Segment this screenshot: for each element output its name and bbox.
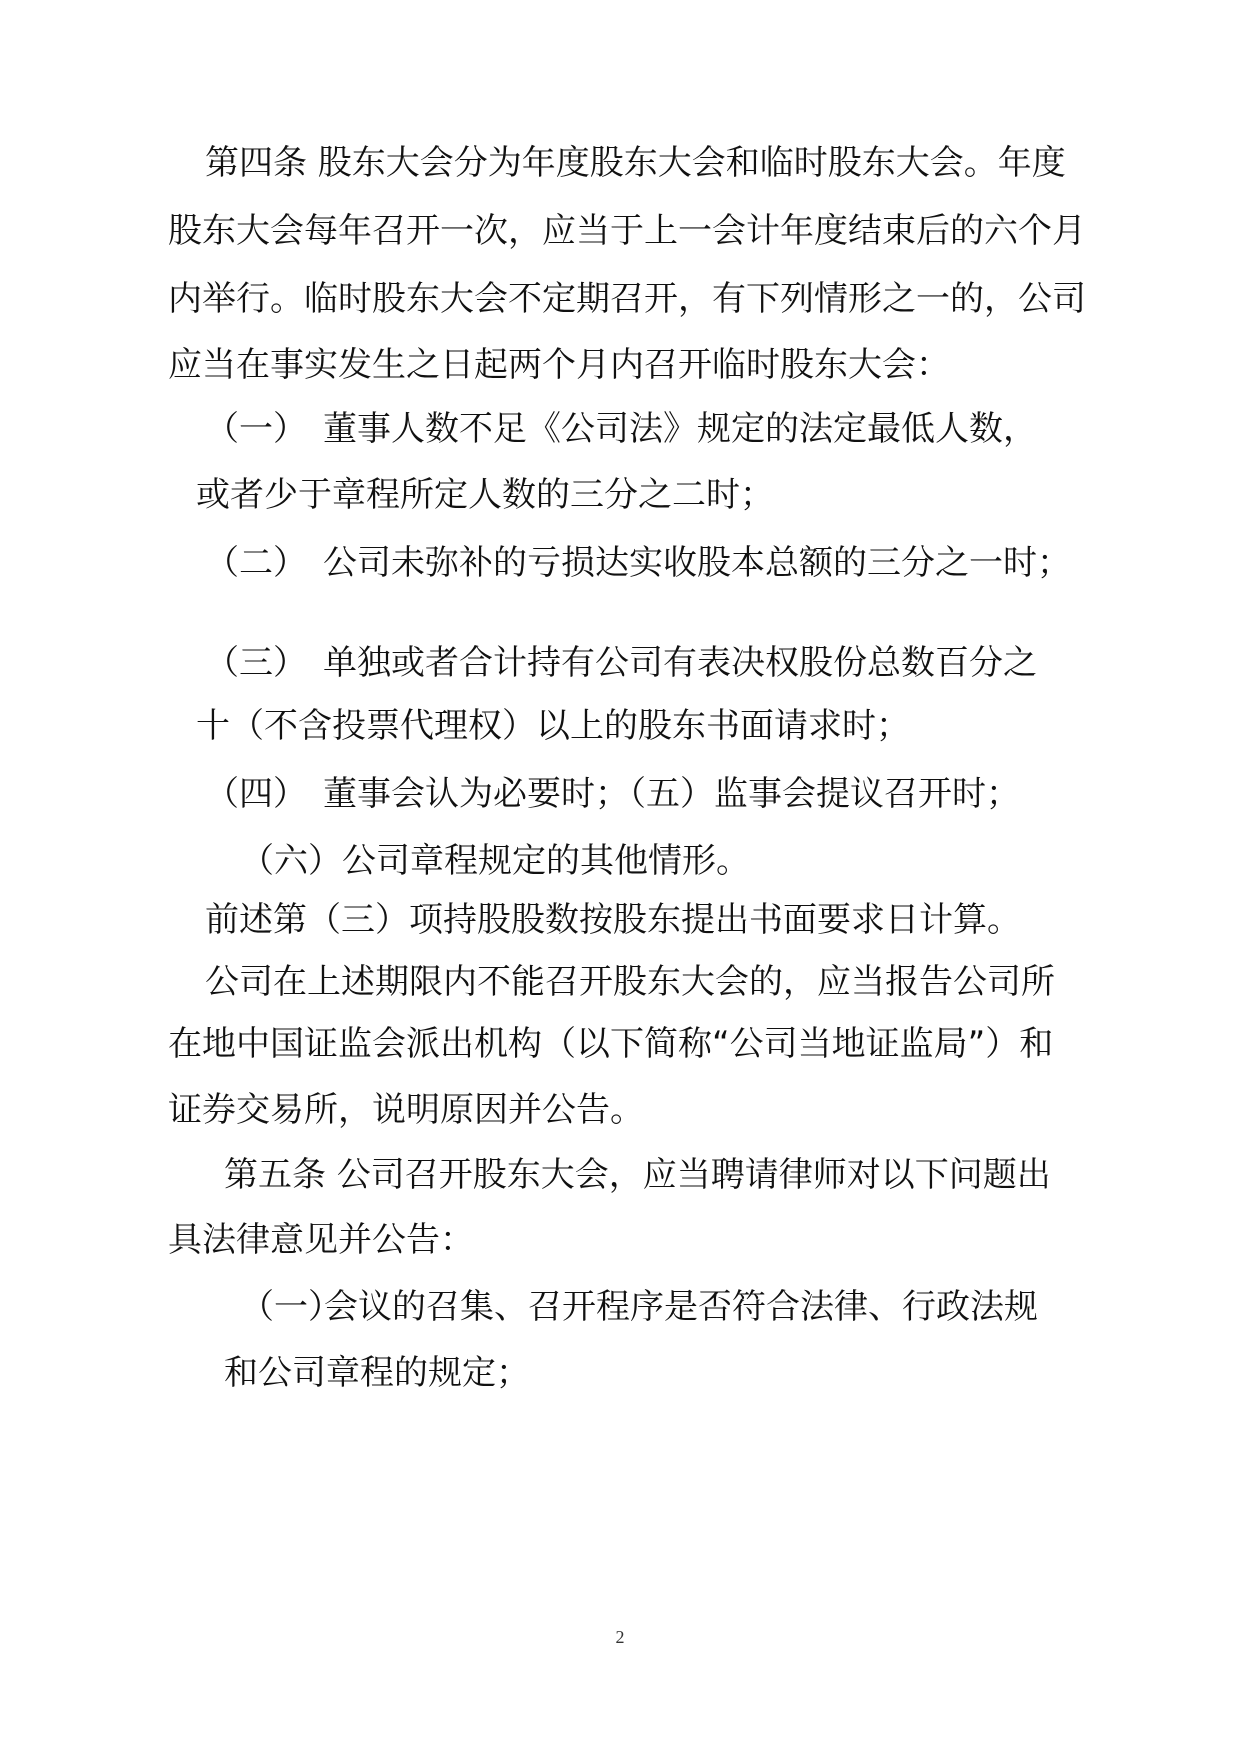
- article5-line-2: 具法律意见并公告：: [168, 1220, 474, 1260]
- item-marker: （二）: [205, 543, 307, 583]
- item-marker: （一）: [205, 409, 307, 449]
- article4-note-2-line-2: 在地中国证监会派出机构（以下简称“公司当地证监局”）和: [168, 1024, 1054, 1064]
- article5-item-1: [240, 1287, 1038, 1327]
- article5-line-1: 第五条 公司召开股东大会，应当聘请律师对以下问题出: [224, 1155, 1051, 1195]
- article4-item-4-5: [205, 774, 1020, 814]
- article4-line-3: 内举行。临时股东大会不定期召开，有下列情形之一的，公司: [168, 279, 1086, 319]
- item-text: 董事人数不足《公司法》规定的法定最低人数，: [323, 409, 1037, 449]
- item-text: 单独或者合计持有公司有表决权股份总数百分之: [323, 643, 1037, 683]
- page-number: 2: [615, 1627, 625, 1647]
- item-text: 公司未弥补的亏损达实收股本总额的三分之一时；: [323, 543, 1071, 583]
- article4-line-4: 应当在事实发生之日起两个月内召开临时股东大会：: [168, 345, 950, 385]
- item-marker: （四）: [205, 774, 307, 814]
- article4-item-2: [205, 543, 1071, 583]
- item-marker: （三）: [205, 643, 307, 683]
- article5-item-1-continued: 和公司章程的规定；: [224, 1353, 530, 1393]
- article4-line-1: 第四条 股东大会分为年度股东大会和临时股东大会。年度: [205, 143, 1066, 183]
- item-text: 会议的召集、召开程序是否符合法律、行政法规: [324, 1287, 1038, 1327]
- item-text: 董事会认为必要时；（五）监事会提议召开时；: [323, 774, 1020, 814]
- article4-item-1: [205, 409, 1037, 449]
- article4-note-2-line-3: 证券交易所，说明原因并公告。: [168, 1090, 644, 1130]
- article4-item-6: （六）公司章程规定的其他情形。: [240, 841, 750, 881]
- item-marker: （一）: [240, 1287, 342, 1327]
- article4-item-1-continued: 或者少于章程所定人数的三分之二时；: [196, 475, 774, 515]
- article4-line-2: 股东大会每年召开一次，应当于上一会计年度结束后的六个月: [168, 211, 1086, 251]
- article4-item-3-continued: 十（不含投票代理权）以上的股东书面请求时；: [196, 706, 910, 746]
- article4-item-3: [205, 643, 1037, 683]
- article4-note-2-line-1: 公司在上述期限内不能召开股东大会的，应当报告公司所: [205, 962, 1055, 1002]
- article4-note-1: 前述第（三）项持股股数按股东提出书面要求日计算。: [205, 900, 1021, 940]
